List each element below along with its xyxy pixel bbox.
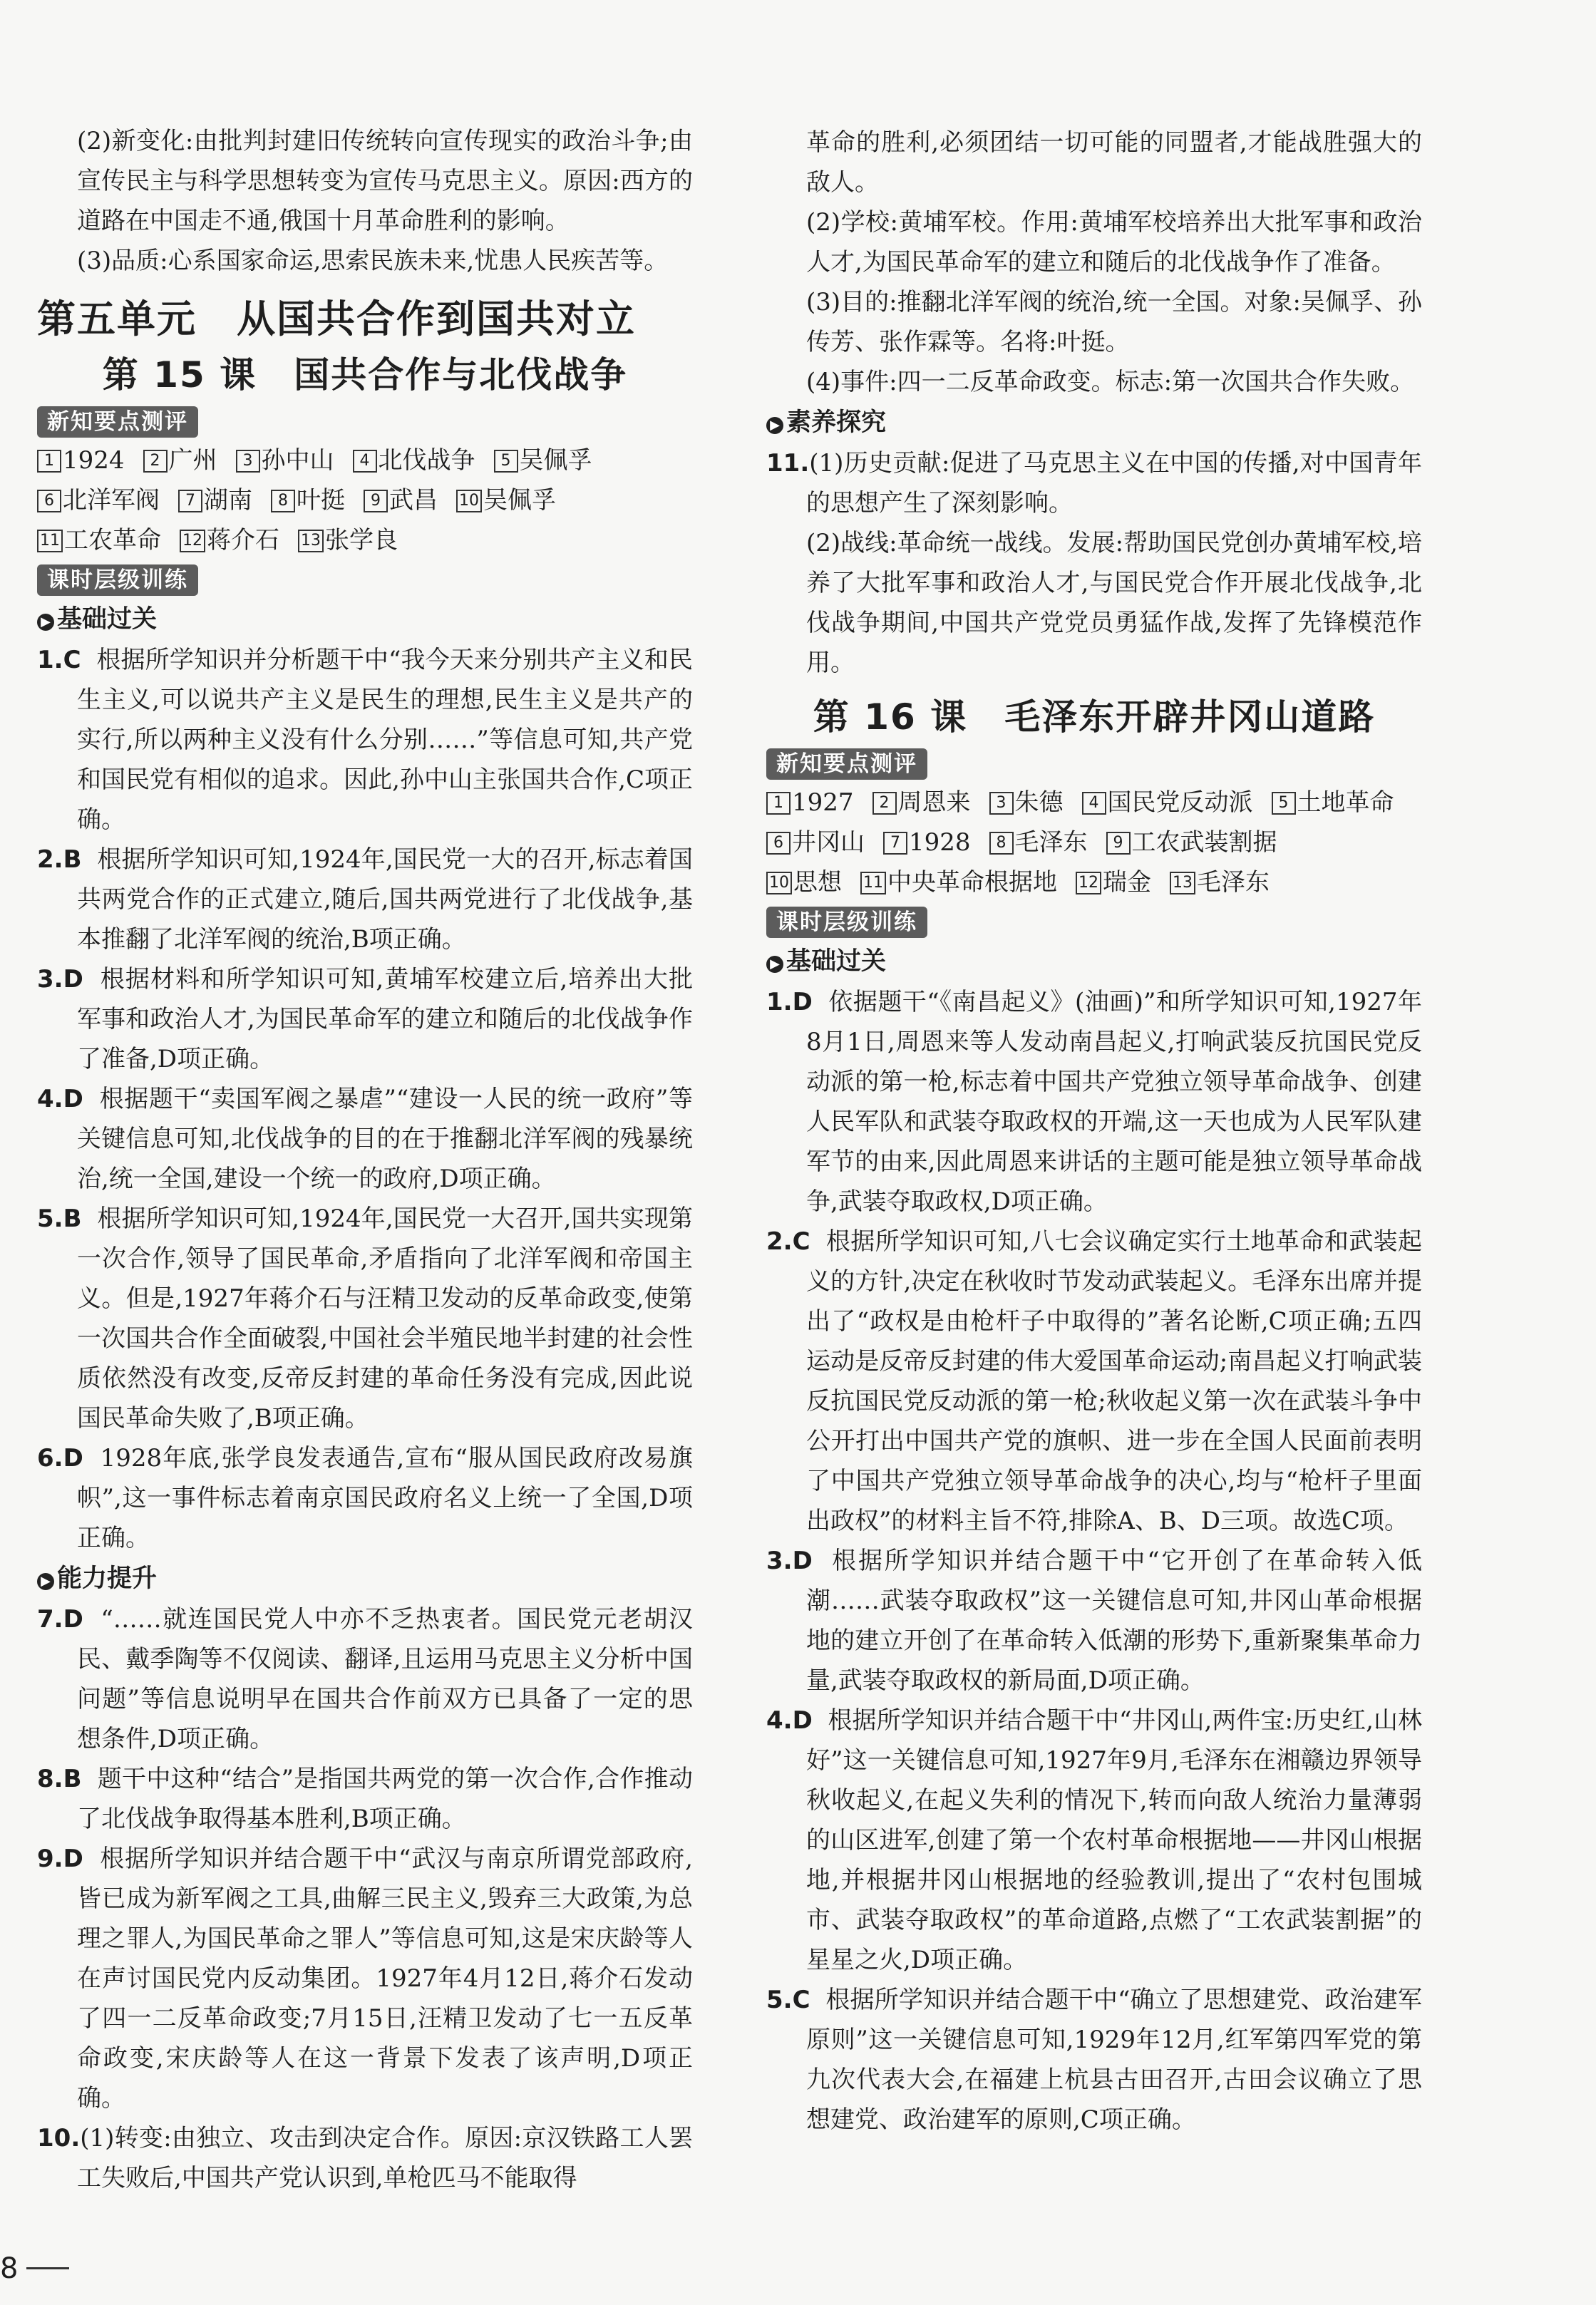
right-column (766, 123, 1422, 2140)
lesson-title (766, 690, 1422, 744)
answer-paragraph: (3)品质:心系国家命运,思索民族未来,忧患人民疾苦等。 (77, 247, 669, 275)
key-points (766, 783, 1422, 902)
answer-item: 6.D 1928年底,张学良发表通告,宣布“服从国民政府改易旗帜”,这一事件标志着南京国民政府名义上统一了全国,D项正确。 (37, 1444, 693, 1552)
answer-item: 5.B 根据所学知识可知,1924年,国民党一大召开,国共实现第一次合作,领导了国民革命,矛盾指向了北洋军阀和帝国主义。但是,1927年蒋介石与汪精卫发动的反革命政变,使第一次国共合作全面破裂,中国社会半殖民地半封建的社会性质依然没有改变,反帝反封建的革命任务没有完成,因此说国民革命失败了,B项正确。 (37, 1205, 693, 1433)
left-column (37, 121, 693, 2198)
lesson-title (37, 348, 693, 402)
subsection-ability: ▶ 能力提升 (37, 1558, 693, 1599)
key-point-item: 8 叶挺 (271, 480, 345, 520)
answer-paragraph: (2)战线:革命统一战线。发展:帮助国民党创办黄埔军校,培养了大批军事和政治人才,与国民党合作开展北伐战争,北伐战争期间,中国共产党党员勇猛作战,发挥了先锋模范作用。 (806, 529, 1422, 677)
subsection-basic: ▶ 基础过关 (766, 941, 1422, 982)
triangle-icon: ▶ (37, 614, 54, 631)
answer-item: 8.B 题干中这种“结合”是指国共两党的第一次合作,合作推动了北伐战争取得基本胜利,B项正确。 (37, 1765, 693, 1833)
unit-title (37, 291, 693, 348)
key-point-item: 13 毛泽东 (1170, 862, 1270, 902)
key-point-item: 13 张学良 (298, 520, 398, 560)
key-point-item: 4 北伐战争 (353, 440, 475, 480)
answer-item: 10.(1)转变:由独立、攻击到决定合作。原因:京汉铁路工人罢工失败后,中国共产党认识到,单枪匹马不能取得 (37, 2124, 693, 2192)
key-point-item: 7 1928 (883, 823, 971, 862)
answer-item: 3.D 根据材料和所学知识可知,黄埔军校建立后,培养出大批军事和政治人才,为国民革命军的建立和随后的北伐战争作了准备,D项正确。 (37, 965, 693, 1073)
answer-paragraph: (4)事件:四一二反革命政变。标志:第一次国共合作失败。 (806, 368, 1415, 396)
answer-item: 11.(1)历史贡献:促进了马克思主义在中国的传播,对中国青年的思想产生了深刻影响。 (766, 449, 1422, 517)
lesson-name: 国共合作与北伐战争 (294, 354, 628, 396)
key-point-item: 1 1924 (37, 440, 125, 480)
key-point-item: 5 吴佩孚 (494, 440, 592, 480)
answer-item: 5.C 根据所学知识并结合题干中“确立了思想建党、政治建军原则”这一关键信息可知,1929年12月,红军第四军党的第九次代表大会,在福建上杭县古田召开,古田会议确立了思想建党、政治建军的原则,C项正确。 (766, 1986, 1422, 2134)
key-point-item: 11 中央革命根据地 (860, 862, 1057, 902)
answer-item: 2.C 根据所学知识可知,八七会议确定实行土地革命和武装起义的方针,决定在秋收时节发动武装起义。毛泽东出席并提出了“政权是由枪杆子中取得的”著名论断,C项正确;五四运动是反帝反封建的伟大爱国革命运动;南昌起义打响武装反抗国民党反动派的第一枪;秋收起义第一次在武装斗争中公开打出中国共产党的旗帜、进一步在全国人民面前表明了中国共产党独立领导革命战争的决心,均与“枪杆子里面出政权”的材料主旨不符,排除A、B、D三项。故选C项。 (766, 1227, 1422, 1535)
answer-item: 1.C 根据所学知识并分析题干中“我今天来分别共产主义和民生主义,可以说共产主义是民生的理想,民生主义是共产的实行,所以两种主义没有什么分别……”等信息可知,共产党和国民党有相似的追求。因此,孙中山主张国共合作,C项正确。 (37, 646, 693, 834)
lesson-number: 第 16 课 (813, 696, 968, 738)
answer-paragraph: (2)学校:黄埔军校。作用:黄埔军校培养出大批军事和政治人才,为国民革命军的建立和随后的北伐战争作了准备。 (806, 208, 1422, 277)
key-point-item: 3 孙中山 (236, 440, 334, 480)
page-footer (0, 2252, 69, 2285)
answer-item: 1.D 依据题干“《南昌起义》(油画)”和所学知识可知,1927年8月1日,周恩来等人发动南昌起义,打响武装反抗国民党反动派的第一枪,标志着中国共产党独立领导革命战争、创建人民军队和武装夺取政权的开端,这一天也成为人民军队建军节的由来,因此周恩来讲话的主题可能是独立领导革命战争,武装夺取政权,D项正确。 (766, 988, 1422, 1216)
section-tag-new-knowledge: 新知要点测评 (766, 748, 927, 780)
subsection-basic: ▶ 基础过关 (37, 599, 693, 640)
key-point-item: 11 工农革命 (37, 520, 161, 560)
key-point-item: 7 湖南 (178, 480, 252, 520)
answer-paragraph: 革命的胜利,必须团结一切可能的同盟者,才能战胜强大的敌人。 (806, 128, 1422, 197)
key-point-item: 3 朱德 (989, 783, 1064, 823)
key-point-item: 10 思想 (766, 862, 842, 902)
key-points (37, 440, 693, 560)
key-point-item: 2 周恩来 (872, 783, 971, 823)
key-point-item: 9 工农武装割据 (1106, 823, 1277, 862)
answer-paragraph: (3)目的:推翻北洋军阀的统治,统一全国。对象:吴佩孚、孙传芳、张作霖等。名将:叶挺。 (806, 288, 1422, 356)
key-point-item: 12 瑞金 (1076, 862, 1151, 902)
section-tag-new-knowledge: 新知要点测评 (37, 406, 198, 438)
triangle-icon: ▶ (37, 1573, 54, 1590)
unit-number: 第五单元 (37, 296, 197, 341)
section-tag-training: 课时层级训练 (766, 907, 927, 938)
answer-item: 3.D 根据所学知识并结合题干中“它开创了在革命转入低潮……武装夺取政权”这一关键信息可知,井冈山革命根据地的建立开创了在革命转入低潮的形势下,重新聚集革命力量,武装夺取政权的新局面,D项正确。 (766, 1547, 1422, 1695)
subsection-literacy: ▶ 素养探究 (766, 402, 1422, 443)
answer-item: 9.D 根据所学知识并结合题干中“武汉与南京所谓党部政府,皆已成为新军阀之工具,曲解三民主义,毁弃三大政策,为总理之罪人,为国民革命之罪人”等信息可知,这是宋庆龄等人在声讨国民党内反动集团。1927年4月12日,蒋介石发动了四一二反革命政变;7月15日,汪精卫发动了七一五反革命政变,宋庆龄等人在这一背景下发表了该声明,D项正确。 (37, 1845, 693, 2113)
lesson-name: 毛泽东开辟井冈山道路 (1004, 696, 1376, 738)
key-point-item: 1 1927 (766, 783, 854, 823)
section-tag-training: 课时层级训练 (37, 564, 198, 596)
lesson-number: 第 15 课 (102, 354, 257, 396)
answer-paragraph: (2)新变化:由批判封建旧传统转向宣传现实的政治斗争;由宣传民主与科学思想转变为宣传马克思主义。原因:西方的道路在中国走不通,俄国十月革命胜利的影响。 (77, 127, 693, 235)
key-point-item: 6 井冈山 (766, 823, 865, 862)
triangle-icon: ▶ (766, 956, 783, 973)
answer-item: 4.D 根据所学知识并结合题干中“井冈山,两件宝:历史红,山林好”这一关键信息可知,1927年9月,毛泽东在湘赣边界领导秋收起义,在起义失利的情况下,转而向敌人统治力量薄弱的山区进军,创建了第一个农村革命根据地——井冈山根据地,并根据井冈山根据地的经验教训,提出了“农村包围城市、武装夺取政权”的革命道路,点燃了“工农武装割据”的星星之火,D项正确。 (766, 1706, 1422, 1974)
key-point-item: 12 蒋介石 (180, 520, 279, 560)
key-point-item: 9 武昌 (364, 480, 438, 520)
page-number: 8 (0, 2252, 19, 2285)
unit-name: 从国共合作到国共对立 (237, 296, 636, 341)
answer-item: 7.D “……就连国民党人中亦不乏热衷者。国民党元老胡汉民、戴季陶等不仅阅读、翻译,且运用马克思主义分析中国问题”等信息说明早在国共合作前双方已具备了一定的思想条件,D项正确。 (37, 1605, 693, 1753)
key-point-item: 5 土地革命 (1272, 783, 1394, 823)
key-point-item: 2 广州 (143, 440, 217, 480)
key-point-item: 6 北洋军阀 (37, 480, 160, 520)
answer-item: 4.D 根据题干“卖国军阀之暴虐”“建设一人民的统一政府”等关键信息可知,北伐战争的目的在于推翻北洋军阀的残暴统治,统一全国,建设一个统一的政府,D项正确。 (37, 1085, 693, 1193)
key-point-item: 4 国民党反动派 (1082, 783, 1253, 823)
triangle-icon: ▶ (766, 417, 783, 434)
key-point-item: 8 毛泽东 (989, 823, 1088, 862)
footer-rule (26, 2267, 69, 2269)
answer-item: 2.B 根据所学知识可知,1924年,国民党一大的召开,标志着国共两党合作的正式建立,随后,国共两党进行了北伐战争,基本推翻了北洋军阀的统治,B项正确。 (37, 845, 693, 954)
key-point-item: 10 吴佩孚 (456, 480, 556, 520)
